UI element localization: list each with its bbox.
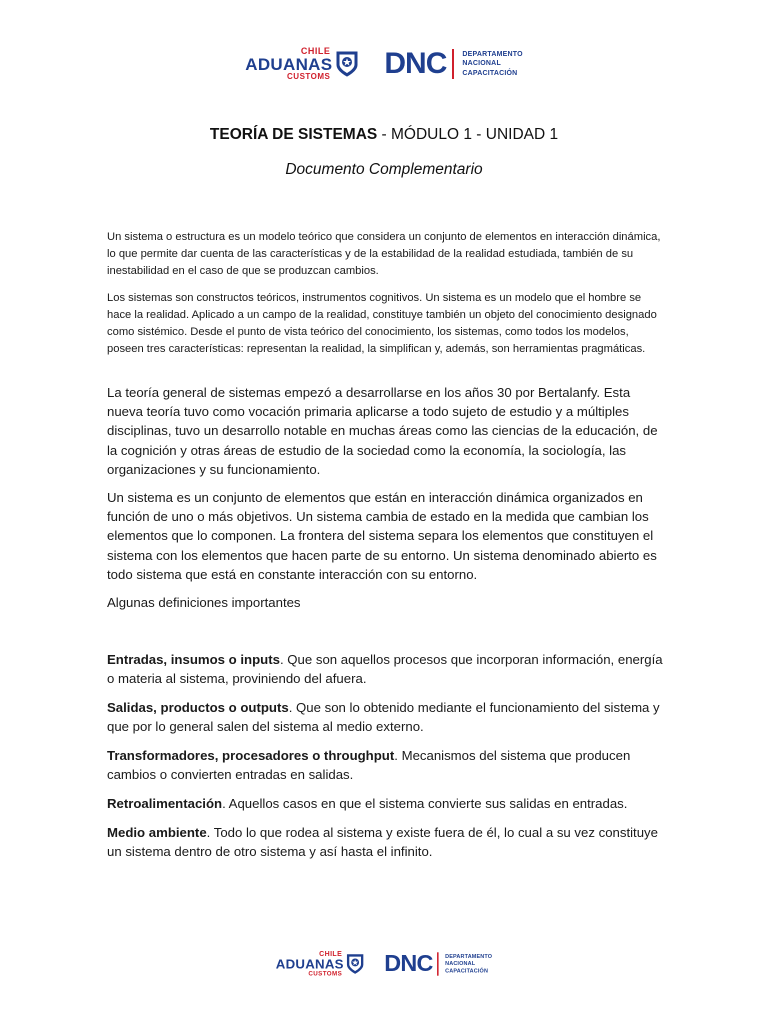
definition-text: . Mecanismos del sistema que producen cambios o convierten entradas en salidas. bbox=[107, 748, 631, 783]
aduanas-chile-label: CHILE bbox=[319, 949, 343, 958]
aduanas-name: ADUANAS bbox=[245, 55, 333, 74]
definition-term: Entradas, insumos o inputs bbox=[107, 652, 280, 667]
definition-text: . Que son aquellos procesos que incorporan información, energía o materia al sistema, proviniendo del afuera. bbox=[107, 652, 663, 687]
aduanas-chile-label: CHILE bbox=[300, 46, 331, 56]
paragraph-1-block bbox=[107, 229, 663, 280]
paragraph-3-block bbox=[107, 383, 663, 479]
shield-icon bbox=[336, 51, 358, 77]
dnc-divider bbox=[452, 49, 454, 79]
paragraph-1: Un sistema o estructura es un modelo teórico que considera un conjunto de elementos en interacción dinámica, lo que permite dar cuenta de las características y de la estabilidad de la realidad estudiada, también de su inestabilidad en el caso de que se produzcan cambios. bbox=[107, 231, 661, 277]
title-rest: - MÓDULO 1 - UNIDAD 1 bbox=[377, 126, 559, 143]
paragraph-4: Un sistema es un conjunto de elementos que están en interacción dinámica organizados en función de uno o más objetivos. Un sistema cambia de estado en la medida que cambian los elementos que lo componen. La frontera del sistema separa los elementos que constituyen el sistema con los elementos que hacen parte de su entorno. Un sistema denominado abierto es todo sistema que está en constante interacción con su entorno. bbox=[107, 490, 657, 582]
header-logos bbox=[0, 42, 768, 86]
aduanas-logo bbox=[276, 951, 364, 978]
dnc-line-2: NACIONAL bbox=[462, 60, 501, 68]
aduanas-customs-label: CUSTOMS bbox=[287, 72, 331, 81]
aduanas-name: ADUANAS bbox=[275, 956, 344, 972]
dnc-line-3: CAPACITACIÓN bbox=[445, 968, 489, 974]
definition-2 bbox=[107, 698, 663, 736]
dnc-line-3: CAPACITACIÓN bbox=[462, 69, 518, 77]
dnc-mark: DNC bbox=[384, 950, 433, 977]
definition-text: . Aquellos casos en que el sistema convierte sus salidas en entradas. bbox=[222, 796, 628, 811]
definition-term: Salidas, productos o outputs bbox=[107, 700, 289, 715]
definition-3 bbox=[107, 746, 663, 784]
shield-icon bbox=[347, 954, 364, 974]
dnc-logo bbox=[384, 952, 492, 975]
aduanas-logo bbox=[245, 47, 358, 81]
paragraph-4-block bbox=[107, 488, 663, 584]
definition-text: . Que son lo obtenido mediante el funcionamiento del sistema y que por lo general salen del sistema al medio externo. bbox=[107, 700, 660, 735]
document-title bbox=[0, 126, 768, 144]
definition-term: Transformadores, procesadores o throughput bbox=[107, 748, 395, 763]
definition-4 bbox=[107, 794, 663, 813]
dnc-line-1: DEPARTAMENTO bbox=[462, 50, 523, 58]
definition-1 bbox=[107, 650, 663, 688]
footer-logos bbox=[84, 950, 683, 978]
definition-term: Medio ambiente bbox=[107, 825, 207, 840]
dnc-line-2: NACIONAL bbox=[445, 961, 476, 967]
definition-term: Retroalimentación bbox=[107, 796, 223, 811]
paragraph-5: Algunas definiciones importantes bbox=[107, 595, 301, 610]
dnc-mark: DNC bbox=[384, 47, 447, 80]
document-subtitle: Documento Complementario bbox=[285, 161, 483, 178]
definition-5 bbox=[107, 823, 663, 861]
paragraph-5-block bbox=[107, 593, 663, 612]
aduanas-customs-label: CUSTOMS bbox=[308, 970, 343, 978]
title-bold: TEORÍA DE SISTEMAS bbox=[209, 126, 378, 143]
dnc-line-1: DEPARTAMENTO bbox=[445, 953, 493, 960]
definition-text: . Todo lo que rodea al sistema y existe fuera de él, lo cual a su vez constituye un sistema dentro de otro sistema y así hasta el infinito. bbox=[107, 825, 658, 860]
paragraph-2-block bbox=[107, 290, 663, 358]
dnc-divider bbox=[437, 952, 439, 975]
paragraph-2: Los sistemas son constructos teóricos, instrumentos cognitivos. Un sistema es un modelo que el hombre se hace la realidad. Aplicado a un campo de la realidad, constituye también un objeto del conocimiento designado como sistémico. Desde el punto de vista teórico del conocimiento, los sistemas, como todos los modelos, poseen tres características: representan la realidad, la simplifican y, además, son herramientas pragmáticas. bbox=[107, 292, 657, 355]
dnc-logo bbox=[384, 49, 522, 79]
paragraph-3: La teoría general de sistemas empezó a desarrollarse en los años 30 por Bertalanfy. Esta nueva teoría tuvo como vocación primaria aplicarse a todo sujeto de estudio y a múltiples disciplinas, tuvo un desarrollo notable en muchas áreas como las ciencias de la educación, de la cognición y otras áreas de estudio de la sociedad como la economía, la sociología, las organizaciones y su funcionamiento. bbox=[107, 385, 658, 477]
